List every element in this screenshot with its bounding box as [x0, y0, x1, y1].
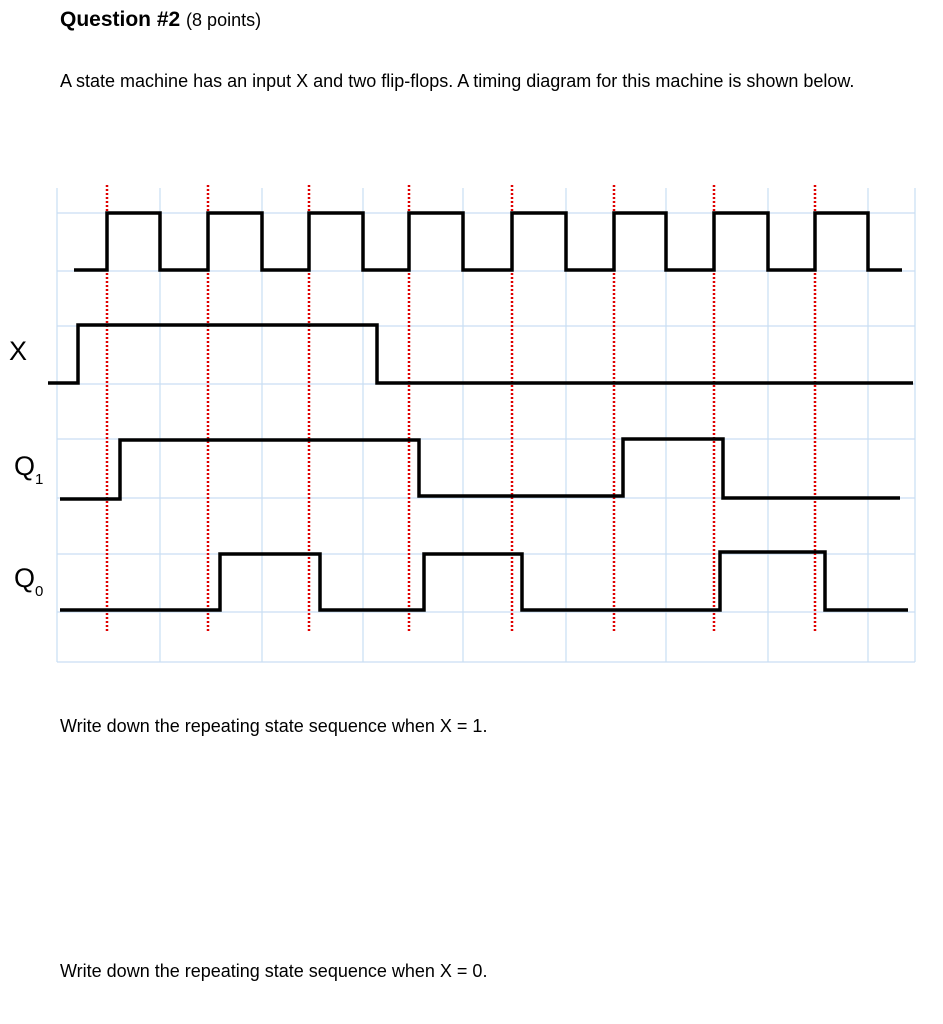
x-waveform — [48, 325, 913, 383]
clock-waveform — [74, 213, 902, 270]
timing-diagram — [0, 180, 943, 680]
q0-waveform — [60, 552, 908, 610]
prompt-x-equals-1: Write down the repeating state sequence when X = 1. — [60, 716, 488, 736]
q1-waveform — [60, 439, 900, 499]
question-title — [60, 8, 261, 32]
signal-label-x: X — [9, 336, 28, 366]
question-number: Question #2 — [60, 8, 181, 31]
question-text: A state machine has an input X and two flip-flops. A timing diagram for this machine is shown below. — [60, 71, 855, 91]
signal-label-q0: $Q_0$ — [14, 563, 44, 600]
signal-label-q1: $Q_1$ — [14, 451, 44, 488]
clock-edge-markers — [107, 185, 815, 632]
prompt-x-equals-0: Write down the repeating state sequence when X = 0. — [60, 961, 488, 981]
question-points: (8 points) — [186, 10, 262, 30]
grid — [57, 188, 915, 662]
